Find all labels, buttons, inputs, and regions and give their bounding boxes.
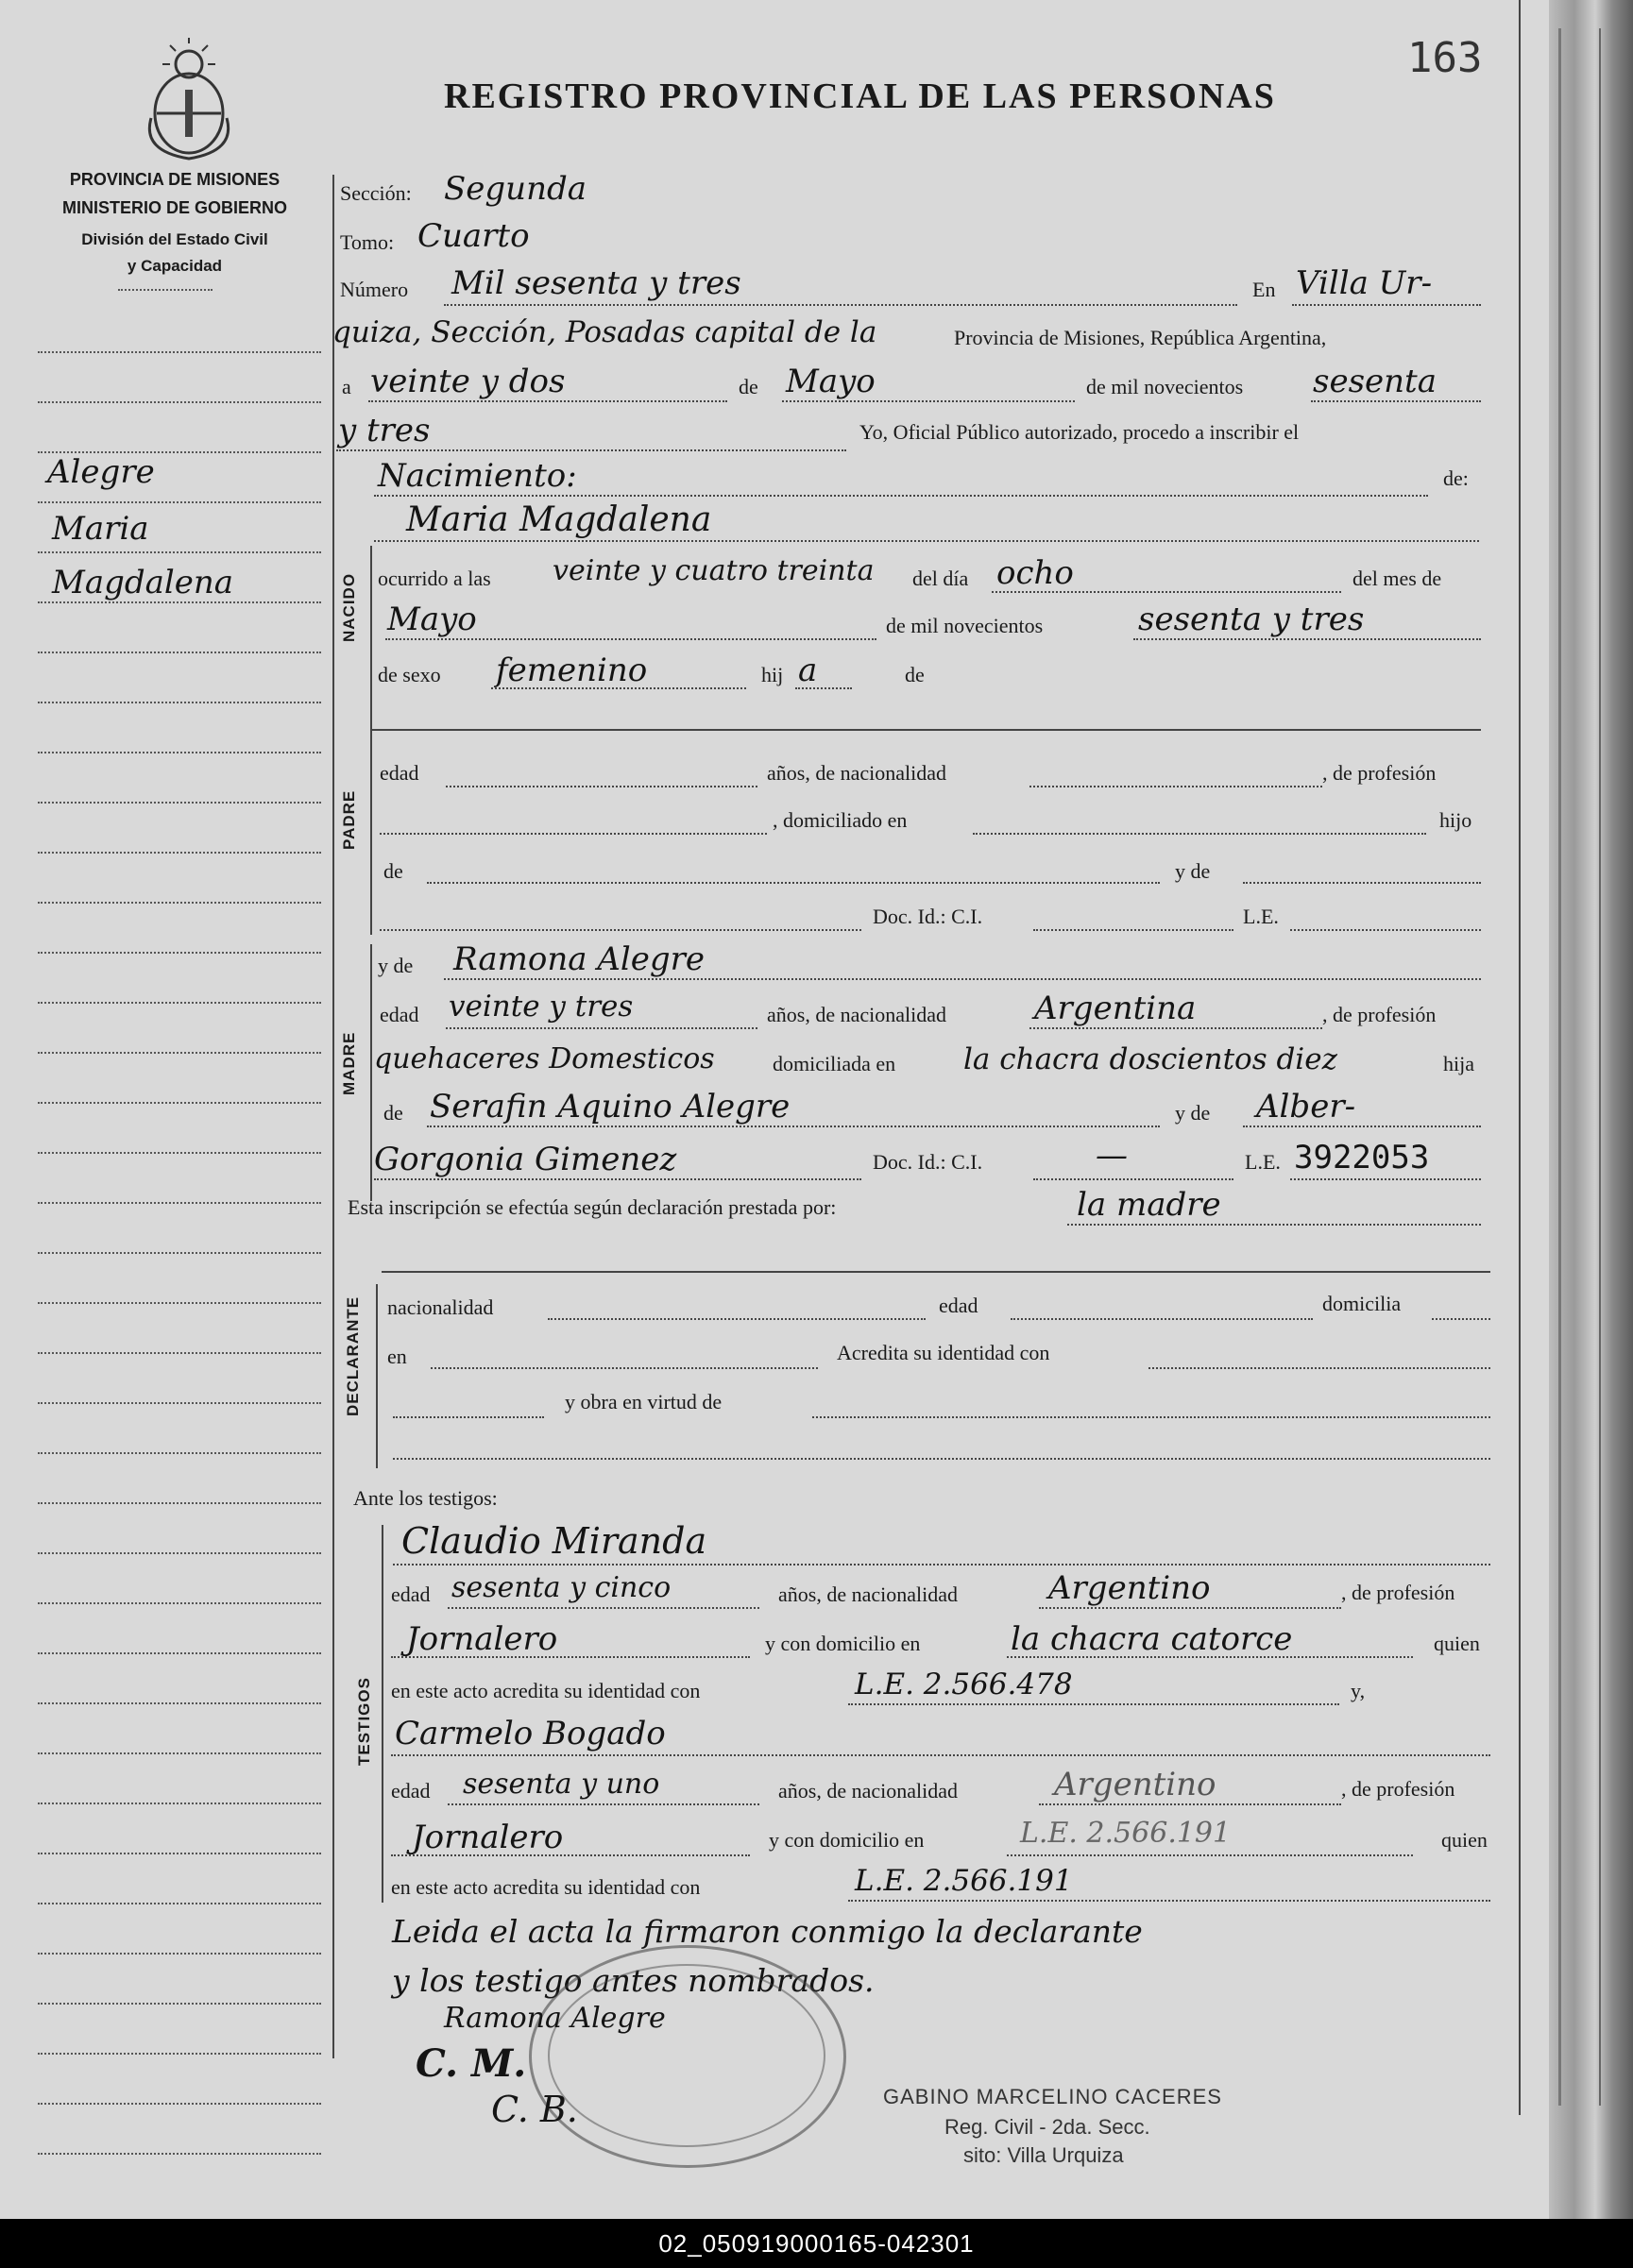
sidebar-ruled-line <box>38 1352 321 1354</box>
oficial-text: Yo, Oficial Público autorizado, procedo a inscribir el <box>859 420 1300 444</box>
testigo2-nac: Argentino <box>1054 1766 1216 1803</box>
book-binding <box>1549 0 1633 2219</box>
sidebar-ruled-line <box>38 501 321 503</box>
sidebar-ruled-line <box>38 1402 321 1404</box>
mes-value: Mayo <box>387 601 477 638</box>
de-label: de <box>739 375 758 398</box>
testigo2-quien: quien <box>1441 1828 1488 1852</box>
sidebar-ruled-line <box>38 1953 321 1955</box>
padre-section-label: PADRE <box>340 789 358 850</box>
a-label: a <box>342 375 351 398</box>
madre-madre-value2: Gorgonia Gimenez <box>374 1141 677 1178</box>
madre-le-value: 3922053 <box>1294 1139 1430 1176</box>
seccion-label: Sección: <box>340 181 412 205</box>
madre-edad-value: veinte y tres <box>449 990 634 1024</box>
acto-value: Nacimiento: <box>378 457 577 495</box>
sidebar-ruled-line <box>38 952 321 954</box>
testigo1-edad: sesenta y cinco <box>451 1571 672 1604</box>
testigo2-edad: sesenta y uno <box>463 1768 660 1801</box>
official-seal-inner-ring <box>548 1964 825 2147</box>
sidebar-ruled-line <box>38 1502 321 1504</box>
testigos-section-label: TESTIGOS <box>355 1677 373 1766</box>
sidebar-ruled-line <box>38 401 321 403</box>
testigo1-prof-label: , de profesión <box>1341 1581 1455 1604</box>
testigo2-acredita-label: en este acto acredita su identidad con <box>391 1875 701 1899</box>
declarante-nacionalidad-label: nacionalidad <box>387 1295 494 1319</box>
numero-label: Número <box>340 278 409 301</box>
padre-le-label: L.E. <box>1243 905 1279 928</box>
testigo1-anios-label: años, de nacionalidad <box>778 1583 958 1606</box>
sidebar-ruled-line <box>38 1202 321 1204</box>
sexo-value: femenino <box>496 652 648 689</box>
sidebar-ruled-line <box>38 1652 321 1654</box>
declarante-acredita-label: Acredita su identidad con <box>837 1341 1050 1364</box>
hij-value: a <box>798 652 818 689</box>
month-value: Mayo <box>786 363 876 400</box>
nacido-section-label: NACIDO <box>340 572 358 642</box>
provincia-text: Provincia de Misiones, República Argentina, <box>954 326 1327 349</box>
de-colon-label: de: <box>1443 466 1469 490</box>
margin-note-name1: Maria <box>52 510 149 548</box>
madre-doc-label: Doc. Id.: C.I. <box>873 1150 983 1174</box>
testigo1-nac: Argentino <box>1048 1569 1211 1607</box>
padre-domiciliado-label: , domiciliado en <box>773 808 908 832</box>
madre-de-label: de <box>383 1101 403 1125</box>
testigo2-prof: Jornalero <box>412 1819 564 1856</box>
testigo2-prof-label: , de profesión <box>1341 1777 1455 1801</box>
sidebar-ruled-line <box>38 2153 321 2155</box>
sidebar-ruled-line <box>38 702 321 703</box>
padre-doc-label: Doc. Id.: C.I. <box>873 905 983 928</box>
madre-edad-label: edad <box>380 1003 419 1026</box>
testigo1-dom: la chacra catorce <box>1011 1620 1293 1658</box>
testigo2-nombre: Carmelo Bogado <box>395 1715 666 1752</box>
madre-domicilio-value: la chacra doscientos diez <box>963 1042 1337 1076</box>
testigo2-dom-label: y con domicilio en <box>769 1828 925 1852</box>
en-value: Villa Ur- <box>1296 264 1433 302</box>
del-dia-label: del día <box>912 567 969 590</box>
nacido-de-label: de <box>905 663 925 686</box>
madre-hija-label: hija <box>1443 1052 1474 1075</box>
testigo1-y: y, <box>1351 1679 1366 1702</box>
testigo1-nombre: Claudio Miranda <box>401 1520 707 1562</box>
sidebar-ruled-line <box>38 2053 321 2055</box>
madre-nombre-value: Ramona Alegre <box>453 940 706 978</box>
ocurrido-label: ocurrido a las <box>378 567 491 590</box>
declarante-section-label: DECLARANTE <box>344 1295 362 1416</box>
padre-hijo-label: hijo <box>1439 808 1472 832</box>
sidebar-ruled-line <box>38 1102 321 1104</box>
sidebar-ruled-line <box>38 1803 321 1804</box>
tomo-value: Cuarto <box>417 217 530 255</box>
testigo1-acredita-label: en este acto acredita su identidad con <box>391 1679 701 1702</box>
sidebar-ruled-line <box>38 852 321 854</box>
sidebar-ruled-line <box>38 1853 321 1854</box>
del-mes-label: del mes de <box>1352 567 1442 590</box>
year-value-2: y tres <box>338 412 431 449</box>
oficial-sitio: sito: Villa Urquiza <box>963 2143 1124 2167</box>
madre-profesion-label: , de profesión <box>1322 1003 1437 1026</box>
testigo1-dom-label: y con domicilio en <box>765 1632 921 1655</box>
cierre-line1: Leida el acta la firmaron conmigo la declarante <box>392 1913 1143 1950</box>
sidebar-ruled-line <box>38 1903 321 1904</box>
place-value: quiza, Sección, Posadas capital de la <box>332 315 877 349</box>
cierre-line2: y los testigo antes nombrados. <box>392 1962 875 1999</box>
sidebar-province: PROVINCIA DE MISIONES <box>69 170 281 189</box>
sidebar-ruled-line <box>38 902 321 904</box>
sidebar-ruled-line <box>38 1152 321 1154</box>
testigo1-doc: L.E. 2.566.478 <box>855 1667 1073 1701</box>
madre-le-label: L.E. <box>1245 1150 1281 1174</box>
day-value: veinte y dos <box>370 363 566 400</box>
sidebar-ruled-line <box>38 752 321 753</box>
sidebar-ruled-line <box>38 1052 321 1054</box>
de-mil-label: de mil novecientos <box>886 614 1044 637</box>
sidebar-ruled-line <box>38 1002 321 1004</box>
madre-anios-label: años, de nacionalidad <box>767 1003 946 1026</box>
anio-value: sesenta y tres <box>1138 601 1365 638</box>
declaracion-value: la madre <box>1077 1186 1221 1224</box>
padre-profesion-label: , de profesión <box>1322 761 1437 785</box>
page-number: 163 <box>1407 34 1483 82</box>
oficial-registro: Reg. Civil - 2da. Secc. <box>944 2115 1150 2139</box>
testigo2-anios-label: años, de nacionalidad <box>778 1779 958 1803</box>
sidebar-ruled-line <box>38 1702 321 1704</box>
padre-edad-label: edad <box>380 761 419 785</box>
testigo1-quien: quien <box>1434 1632 1480 1655</box>
sidebar-ruled-line <box>38 1752 321 1754</box>
sidebar-ruled-line <box>38 2103 321 2105</box>
sidebar-ruled-line <box>38 601 321 603</box>
sidebar-ruled-line <box>38 1552 321 1554</box>
testigo2-edad-label: edad <box>391 1779 431 1803</box>
dia-value: ocho <box>996 554 1074 592</box>
coat-of-arms-icon <box>142 38 236 161</box>
hora-value: veinte y cuatro treinta <box>553 554 875 587</box>
madre-domiciliada-label: domiciliada en <box>773 1052 896 1075</box>
sidebar-ruled-line <box>38 652 321 653</box>
oficial-nombre: GABINO MARCELINO CACERES <box>883 2085 1222 2108</box>
en-label: En <box>1252 278 1276 301</box>
testigo2-doc: L.E. 2.566.191 <box>855 1864 1073 1898</box>
hij-label: hij <box>761 663 784 686</box>
padre-anios-label: años, de nacionalidad <box>767 761 946 785</box>
sidebar-ministry: MINISTERIO DE GOBIERNO <box>61 198 288 217</box>
madre-y-de2-label: y de <box>1175 1101 1211 1125</box>
nombre-value: Maria Magdalena <box>406 500 712 539</box>
madre-ci-value: — <box>1096 1137 1128 1175</box>
sidebar-ruled-line <box>38 2003 321 2005</box>
padre-y-de-label: y de <box>1175 859 1211 883</box>
seccion-value: Segunda <box>444 170 587 208</box>
firma-ramona: Ramona Alegre <box>444 2002 666 2035</box>
numero-value: Mil sesenta y tres <box>451 264 741 302</box>
sidebar-ruled-line <box>38 1452 321 1454</box>
padre-de-label: de <box>383 859 403 883</box>
margin-note-name2: Magdalena <box>52 564 234 601</box>
sidebar-ruled-line <box>38 1252 321 1254</box>
madre-padre-value: Serafin Aquino Alegre <box>430 1088 791 1126</box>
testigo1-edad-label: edad <box>391 1583 431 1606</box>
sidebar-division: División del Estado Civil <box>81 230 268 248</box>
year-label: de mil novecientos <box>1086 375 1244 398</box>
testigo1-prof: Jornalero <box>406 1620 558 1658</box>
sexo-label: de sexo <box>378 663 441 686</box>
year-value-1: sesenta <box>1313 363 1437 400</box>
declarante-edad-label: edad <box>939 1294 978 1317</box>
margin-note-surname: Alegre <box>47 453 155 491</box>
sidebar-ruled-line <box>38 351 321 353</box>
testigo2-dom: L.E. 2.566.191 <box>1020 1817 1232 1850</box>
sidebar-capacidad: y Capacidad <box>127 257 223 275</box>
ante-testigos-label: Ante los testigos: <box>353 1486 498 1510</box>
declarante-obra-label: y obra en virtud de <box>565 1390 723 1413</box>
madre-y-de-label: y de <box>378 954 414 977</box>
sidebar-ruled-line <box>38 551 321 553</box>
firma-testigo1: C. M. <box>416 2041 527 2086</box>
declarante-en-label: en <box>387 1345 407 1368</box>
madre-section-label: MADRE <box>340 1031 358 1095</box>
declaracion-text: Esta inscripción se efectúa según declaración prestada por: <box>348 1195 837 1219</box>
madre-profesion-value: quehaceres Domesticos <box>374 1042 715 1075</box>
madre-nacionalidad-value: Argentina <box>1034 990 1197 1027</box>
declarante-domicilia-label: domicilia <box>1322 1292 1402 1315</box>
image-id-footer: 02_050919000165-042301 <box>0 2219 1633 2268</box>
sidebar-ruled-line <box>38 1302 321 1304</box>
firma-testigo2: C. B. <box>491 2089 578 2130</box>
document-title: REGISTRO PROVINCIAL DE LAS PERSONAS <box>444 76 1276 116</box>
sidebar-ruled-line <box>38 802 321 804</box>
tomo-label: Tomo: <box>340 230 395 254</box>
madre-madre-value-part: Alber- <box>1256 1088 1356 1126</box>
sidebar-ruled-line <box>38 1602 321 1604</box>
